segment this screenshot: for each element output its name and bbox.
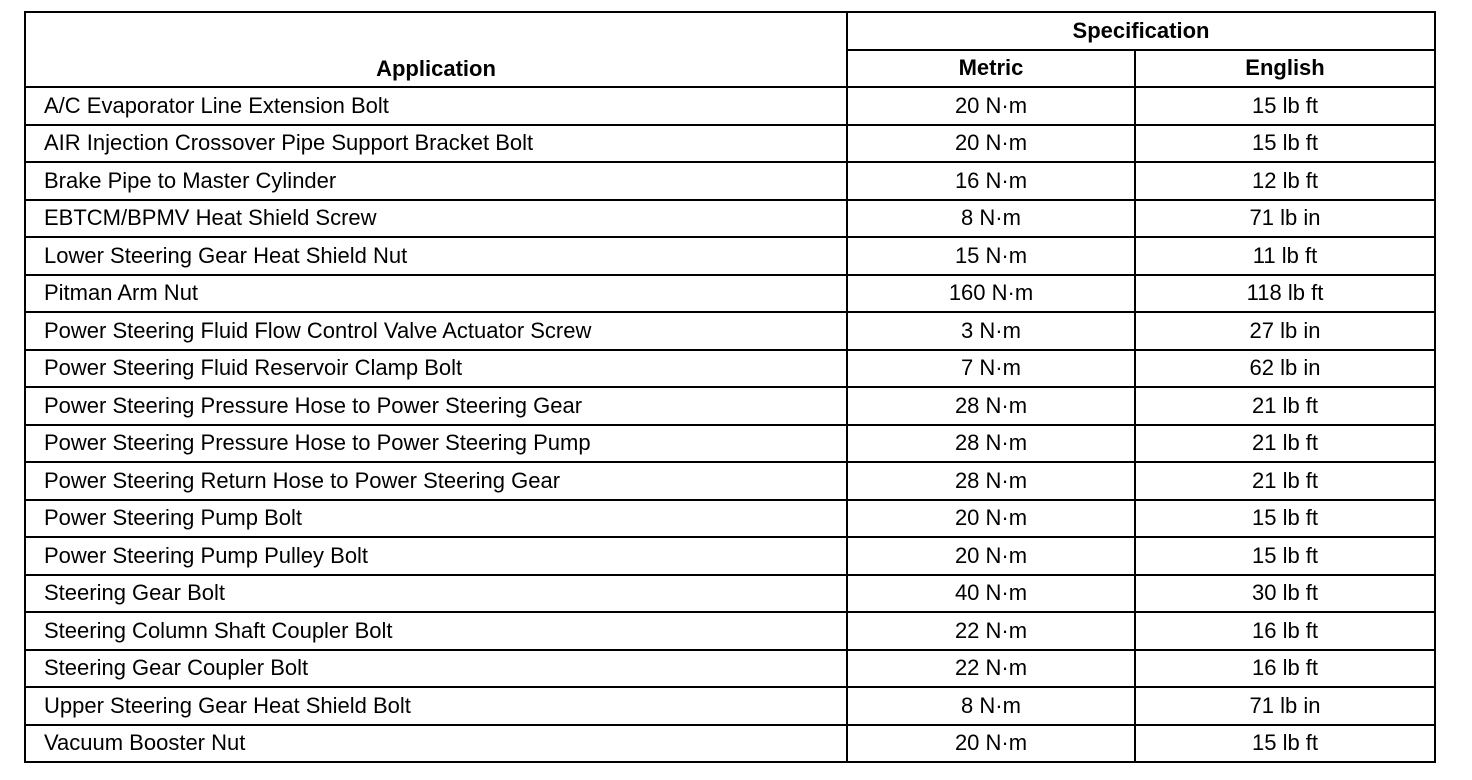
table-row <box>25 725 1435 763</box>
metric-cell: 20 N·m <box>847 125 1135 163</box>
application-cell: Steering Gear Bolt <box>25 575 847 613</box>
application-cell: EBTCM/BPMV Heat Shield Screw <box>25 200 847 238</box>
english-header: English <box>1135 50 1435 88</box>
table-row <box>25 237 1435 275</box>
english-cell: 27 lb in <box>1135 312 1435 350</box>
table-row <box>25 500 1435 538</box>
table-row <box>25 425 1435 463</box>
table-row <box>25 275 1435 313</box>
metric-cell: 8 N·m <box>847 687 1135 725</box>
table-row <box>25 87 1435 125</box>
metric-cell: 16 N·m <box>847 162 1135 200</box>
metric-cell: 8 N·m <box>847 200 1135 238</box>
english-cell: 15 lb ft <box>1135 725 1435 763</box>
english-cell: 118 lb ft <box>1135 275 1435 313</box>
english-cell: 15 lb ft <box>1135 537 1435 575</box>
table-row <box>25 537 1435 575</box>
application-cell: Power Steering Fluid Flow Control Valve Actuator Screw <box>25 312 847 350</box>
table-row <box>25 687 1435 725</box>
specification-header: Specification <box>847 12 1435 50</box>
metric-cell: 20 N·m <box>847 500 1135 538</box>
english-cell: 71 lb in <box>1135 687 1435 725</box>
table-row <box>25 387 1435 425</box>
application-cell: Upper Steering Gear Heat Shield Bolt <box>25 687 847 725</box>
metric-cell: 28 N·m <box>847 425 1135 463</box>
english-cell: 15 lb ft <box>1135 125 1435 163</box>
application-cell: Steering Column Shaft Coupler Bolt <box>25 612 847 650</box>
english-cell: 30 lb ft <box>1135 575 1435 613</box>
metric-cell: 20 N·m <box>847 725 1135 763</box>
application-cell: Lower Steering Gear Heat Shield Nut <box>25 237 847 275</box>
metric-cell: 20 N·m <box>847 537 1135 575</box>
header-row-top <box>25 12 1435 50</box>
metric-cell: 15 N·m <box>847 237 1135 275</box>
english-cell: 21 lb ft <box>1135 387 1435 425</box>
english-cell: 16 lb ft <box>1135 612 1435 650</box>
english-cell: 12 lb ft <box>1135 162 1435 200</box>
metric-header: Metric <box>847 50 1135 88</box>
table-row <box>25 125 1435 163</box>
application-cell: Steering Gear Coupler Bolt <box>25 650 847 688</box>
table-row <box>25 462 1435 500</box>
application-cell: Power Steering Pump Pulley Bolt <box>25 537 847 575</box>
table-header <box>25 12 1435 87</box>
metric-cell: 22 N·m <box>847 650 1135 688</box>
metric-cell: 160 N·m <box>847 275 1135 313</box>
application-cell: Power Steering Pressure Hose to Power Steering Pump <box>25 425 847 463</box>
application-cell: Power Steering Fluid Reservoir Clamp Bolt <box>25 350 847 388</box>
english-cell: 15 lb ft <box>1135 500 1435 538</box>
english-cell: 11 lb ft <box>1135 237 1435 275</box>
application-cell: Power Steering Return Hose to Power Steering Gear <box>25 462 847 500</box>
metric-cell: 7 N·m <box>847 350 1135 388</box>
application-cell: Power Steering Pressure Hose to Power Steering Gear <box>25 387 847 425</box>
table-row <box>25 575 1435 613</box>
application-cell: Vacuum Booster Nut <box>25 725 847 763</box>
application-cell: Power Steering Pump Bolt <box>25 500 847 538</box>
english-cell: 71 lb in <box>1135 200 1435 238</box>
english-cell: 21 lb ft <box>1135 425 1435 463</box>
table-body <box>25 87 1435 762</box>
metric-cell: 28 N·m <box>847 387 1135 425</box>
metric-cell: 28 N·m <box>847 462 1135 500</box>
english-cell: 62 lb in <box>1135 350 1435 388</box>
english-cell: 21 lb ft <box>1135 462 1435 500</box>
application-cell: Brake Pipe to Master Cylinder <box>25 162 847 200</box>
application-cell: AIR Injection Crossover Pipe Support Bracket Bolt <box>25 125 847 163</box>
application-cell: A/C Evaporator Line Extension Bolt <box>25 87 847 125</box>
english-cell: 15 lb ft <box>1135 87 1435 125</box>
english-cell: 16 lb ft <box>1135 650 1435 688</box>
application-header: Application <box>25 12 847 87</box>
table-row <box>25 650 1435 688</box>
metric-cell: 40 N·m <box>847 575 1135 613</box>
table-row <box>25 162 1435 200</box>
table-row <box>25 350 1435 388</box>
table-row <box>25 612 1435 650</box>
torque-spec-table <box>24 11 1436 763</box>
table-row <box>25 200 1435 238</box>
metric-cell: 22 N·m <box>847 612 1135 650</box>
table-row <box>25 312 1435 350</box>
metric-cell: 3 N·m <box>847 312 1135 350</box>
metric-cell: 20 N·m <box>847 87 1135 125</box>
application-cell: Pitman Arm Nut <box>25 275 847 313</box>
